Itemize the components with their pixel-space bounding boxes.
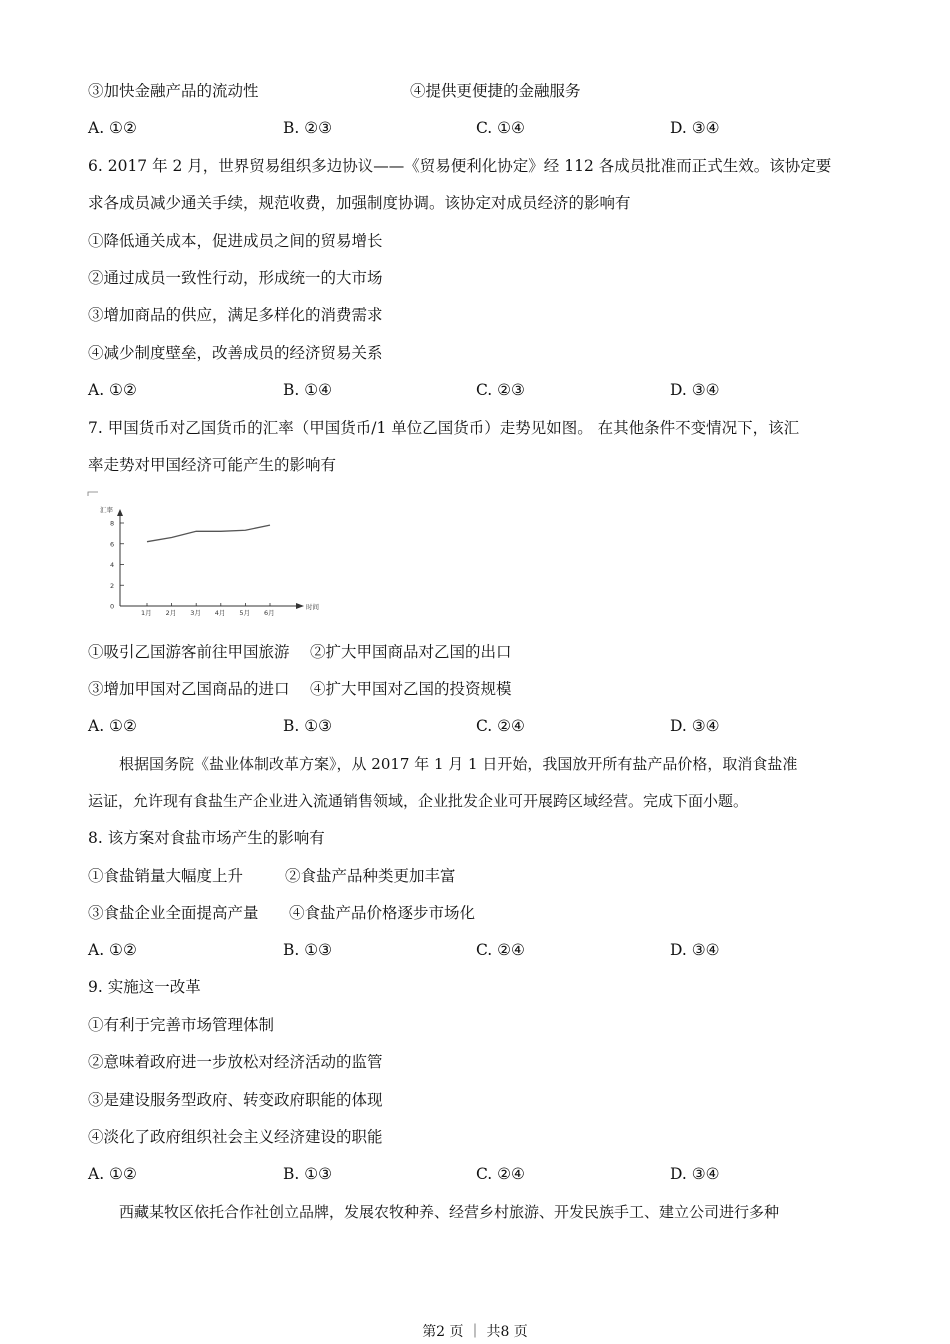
q8-options xyxy=(88,940,868,960)
q5-item-3: ③加快金融产品的流动性 xyxy=(88,82,259,100)
q9-item-2: ②意味着政府进一步放松对经济活动的监管 xyxy=(88,1053,383,1071)
q7-option-a[interactable]: A. ①② xyxy=(88,717,137,735)
y-axis-label: 汇率 xyxy=(100,506,113,514)
q7-items-row-1 xyxy=(88,642,868,662)
series-line xyxy=(147,525,270,542)
x-tick-label: 5月 xyxy=(239,609,251,617)
x-tick-label: 3月 xyxy=(190,609,201,617)
q7-items-row-2 xyxy=(88,679,868,699)
q7-option-b[interactable]: B. ①③ xyxy=(283,717,333,735)
q6-stem-line-1: 6. 2017 年 2 月，世界贸易组织多边协议——《贸易便利化协定》经 112 各成员批准而正式生效。该协定要 xyxy=(88,157,832,175)
q5-option-d[interactable]: D. ③④ xyxy=(670,119,720,137)
q9-item-3: ③是建设服务型政府、转变政府职能的体现 xyxy=(88,1091,383,1109)
q8-items-row-2 xyxy=(88,903,868,923)
q8-item-2: ②食盐产品种类更加丰富 xyxy=(285,867,456,885)
q8-option-b[interactable]: B. ①③ xyxy=(283,941,333,959)
q8-item-3: ③食盐企业全面提高产量 xyxy=(88,904,259,922)
q9-option-a[interactable]: A. ①② xyxy=(88,1165,137,1183)
x-axis-arrow xyxy=(296,603,304,609)
q6-option-d[interactable]: D. ③④ xyxy=(670,381,720,399)
page-footer: 第2 页 ｜ 共8 页 xyxy=(422,1324,528,1340)
q7-item-3: ③增加甲国对乙国商品的进口 xyxy=(88,680,290,698)
q8-items-row-1 xyxy=(88,866,868,886)
q6-item-3: ③增加商品的供应，满足多样化的消费需求 xyxy=(88,306,383,324)
q6-option-b[interactable]: B. ①④ xyxy=(283,381,333,399)
q6-stem-line-2: 求各成员减少通关手续，规范收费，加强制度协调。该协定对成员经济的影响有 xyxy=(88,194,631,212)
q9-item-1: ①有利于完善市场管理体制 xyxy=(88,1016,275,1034)
material-b-line-1: 西藏某牧区依托合作社创立品牌，发展农牧种养、经营乡村旅游、开发民族手工、建立公司进行多种 xyxy=(119,1203,780,1221)
q9-option-c[interactable]: C. ②④ xyxy=(476,1165,525,1183)
exchange-rate-chart xyxy=(84,490,344,620)
q6-item-4: ④减少制度壁垒，改善成员的经济贸易关系 xyxy=(88,344,383,362)
y-tick-label: 2 xyxy=(110,581,115,590)
material-a-line-1: 根据国务院《盐业体制改革方案》，从 2017 年 1 月 1 日开始，我国放开所有盐产品价格，取消食盐准 xyxy=(119,755,798,773)
q7-item-1: ①吸引乙国游客前往甲国旅游 xyxy=(88,643,290,661)
q8-item-4: ④食盐产品价格逐步市场化 xyxy=(289,904,476,922)
q8-option-c[interactable]: C. ②④ xyxy=(476,941,525,959)
q5-items-row xyxy=(88,81,868,101)
q5-options xyxy=(88,118,868,138)
x-axis-label: 时间 xyxy=(306,603,319,611)
q9-stem: 9. 实施这一改革 xyxy=(88,978,201,996)
material-a-line-2: 运证，允许现有食盐生产企业进入流通销售领域，企业批发企业可开展跨区域经营。完成下面小题。 xyxy=(88,792,749,810)
q8-option-d[interactable]: D. ③④ xyxy=(670,941,720,959)
exchange-rate-chart-svg xyxy=(84,490,344,620)
q8-item-1: ①食盐销量大幅度上升 xyxy=(88,867,244,885)
q7-item-4: ④扩大甲国对乙国的投资规模 xyxy=(310,680,512,698)
q6-options xyxy=(88,380,868,400)
y-tick-label: 6 xyxy=(110,540,115,549)
q9-options xyxy=(88,1164,868,1184)
q7-item-2: ②扩大甲国商品对乙国的出口 xyxy=(310,643,512,661)
corner-mark xyxy=(88,492,98,496)
q5-option-c[interactable]: C. ①④ xyxy=(476,119,525,137)
q9-option-d[interactable]: D. ③④ xyxy=(670,1165,720,1183)
q7-option-c[interactable]: C. ②④ xyxy=(476,717,525,735)
q8-option-a[interactable]: A. ①② xyxy=(88,941,137,959)
q9-item-4: ④淡化了政府组织社会主义经济建设的职能 xyxy=(88,1128,383,1146)
q5-item-4: ④提供更便捷的金融服务 xyxy=(410,82,581,100)
q6-option-c[interactable]: C. ②③ xyxy=(476,381,525,399)
x-tick-label: 4月 xyxy=(214,609,226,617)
q6-item-1: ①降低通关成本，促进成员之间的贸易增长 xyxy=(88,232,383,250)
q8-stem: 8. 该方案对食盐市场产生的影响有 xyxy=(88,829,325,847)
q5-option-a[interactable]: A. ①② xyxy=(88,119,137,137)
q7-stem-line-2: 率走势对甲国经济可能产生的影响有 xyxy=(88,456,337,474)
q7-stem-line-1: 7. 甲国货币对乙国货币的汇率（甲国货币/1 单位乙国货币）走势见如图。 在其他条件不变情况下，该汇 xyxy=(88,419,800,437)
x-tick-label: 2月 xyxy=(165,609,177,617)
x-tick-label: 6月 xyxy=(264,609,275,617)
y-tick-label: 4 xyxy=(110,561,115,569)
q6-option-a[interactable]: A. ①② xyxy=(88,381,137,399)
q9-option-b[interactable]: B. ①③ xyxy=(283,1165,333,1183)
q7-options xyxy=(88,716,868,736)
y-tick-label: 0 xyxy=(110,602,115,611)
q7-option-d[interactable]: D. ③④ xyxy=(670,717,720,735)
y-tick-label: 8 xyxy=(110,519,115,528)
q5-option-b[interactable]: B. ②③ xyxy=(283,119,333,137)
y-axis-arrow xyxy=(117,509,123,516)
x-tick-label: 1月 xyxy=(141,609,152,617)
q6-item-2: ②通过成员一致性行动，形成统一的大市场 xyxy=(88,269,383,287)
